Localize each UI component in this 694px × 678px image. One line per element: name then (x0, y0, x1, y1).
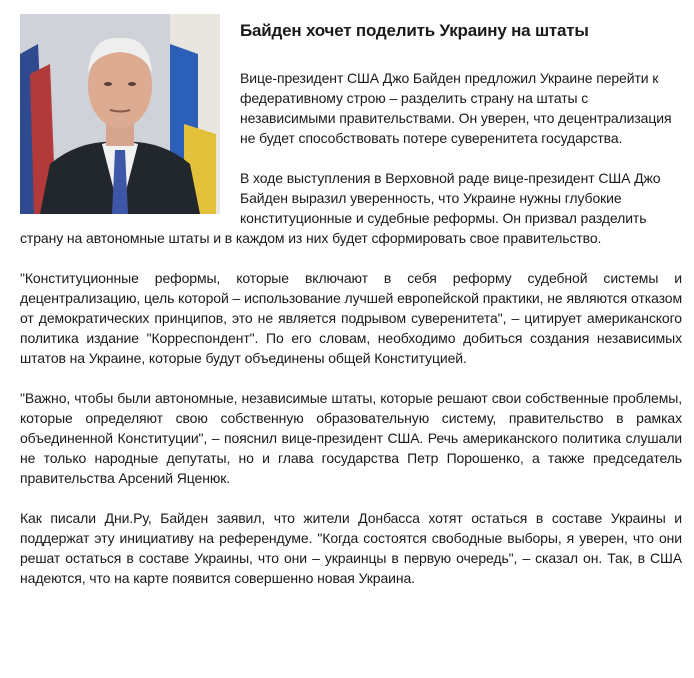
article-photo (20, 14, 220, 214)
person-photo-icon (20, 14, 220, 214)
article-title: Байден хочет поделить Украину на штаты (240, 21, 589, 40)
paragraph-2: В ходе выступления в Верховной раде вице-президент США Джо Байден выразил уверенность, что Украине нужны глубокие конституционные и судебные реформы. Он призвал разделить страну на автономные штаты и в каждом из них будет сформировать свое правительство. (20, 170, 661, 246)
paragraph-1: Вице-президент США Джо Байден предложил Украине перейти к федеративному строю – разделить страну на штаты с независимыми правительствами. Он уверен, что децентрализация не будет способствовать потере суверенитета государства. (240, 70, 672, 146)
paragraph-4: "Важно, чтобы были автономные, независимые штаты, которые решают свои собственные проблемы, которые определяют свою собственную образовательную систему, правительство в рамках объединенной Конституции", – пояснил вице-президент США. Речь американского политика слушали не только народные депутаты, но и глава государства Петр Порошенко, а также председатель правительства Арсений Яценюк. (20, 390, 682, 486)
paragraph-3: "Конституционные реформы, которые включают в себя реформу судебной системы и децентрализацию, цель которой – использование лучшей европейской практики, не являются отказом от демократических принципов, это не является подрывом суверенитета", – цитирует американского политика издание "Корреспондент". По его словам, необходимо добиться создания независимых штатов на Украине, которые будут объединены общей Конституцией. (20, 270, 682, 366)
article (20, 14, 682, 608)
paragraph-5: Как писали Дни.Ру, Байден заявил, что жители Донбасса хотят остаться в составе Украины и поддержат эту инициативу на референдуме. "Когда состоятся свободные выборы, я уверен, что они решат остаться в составе Украины, что они – украинцы в первую очередь", – сказал он. Так, в США надеются, что на карте появится совершенно новая Украина. (20, 510, 682, 586)
